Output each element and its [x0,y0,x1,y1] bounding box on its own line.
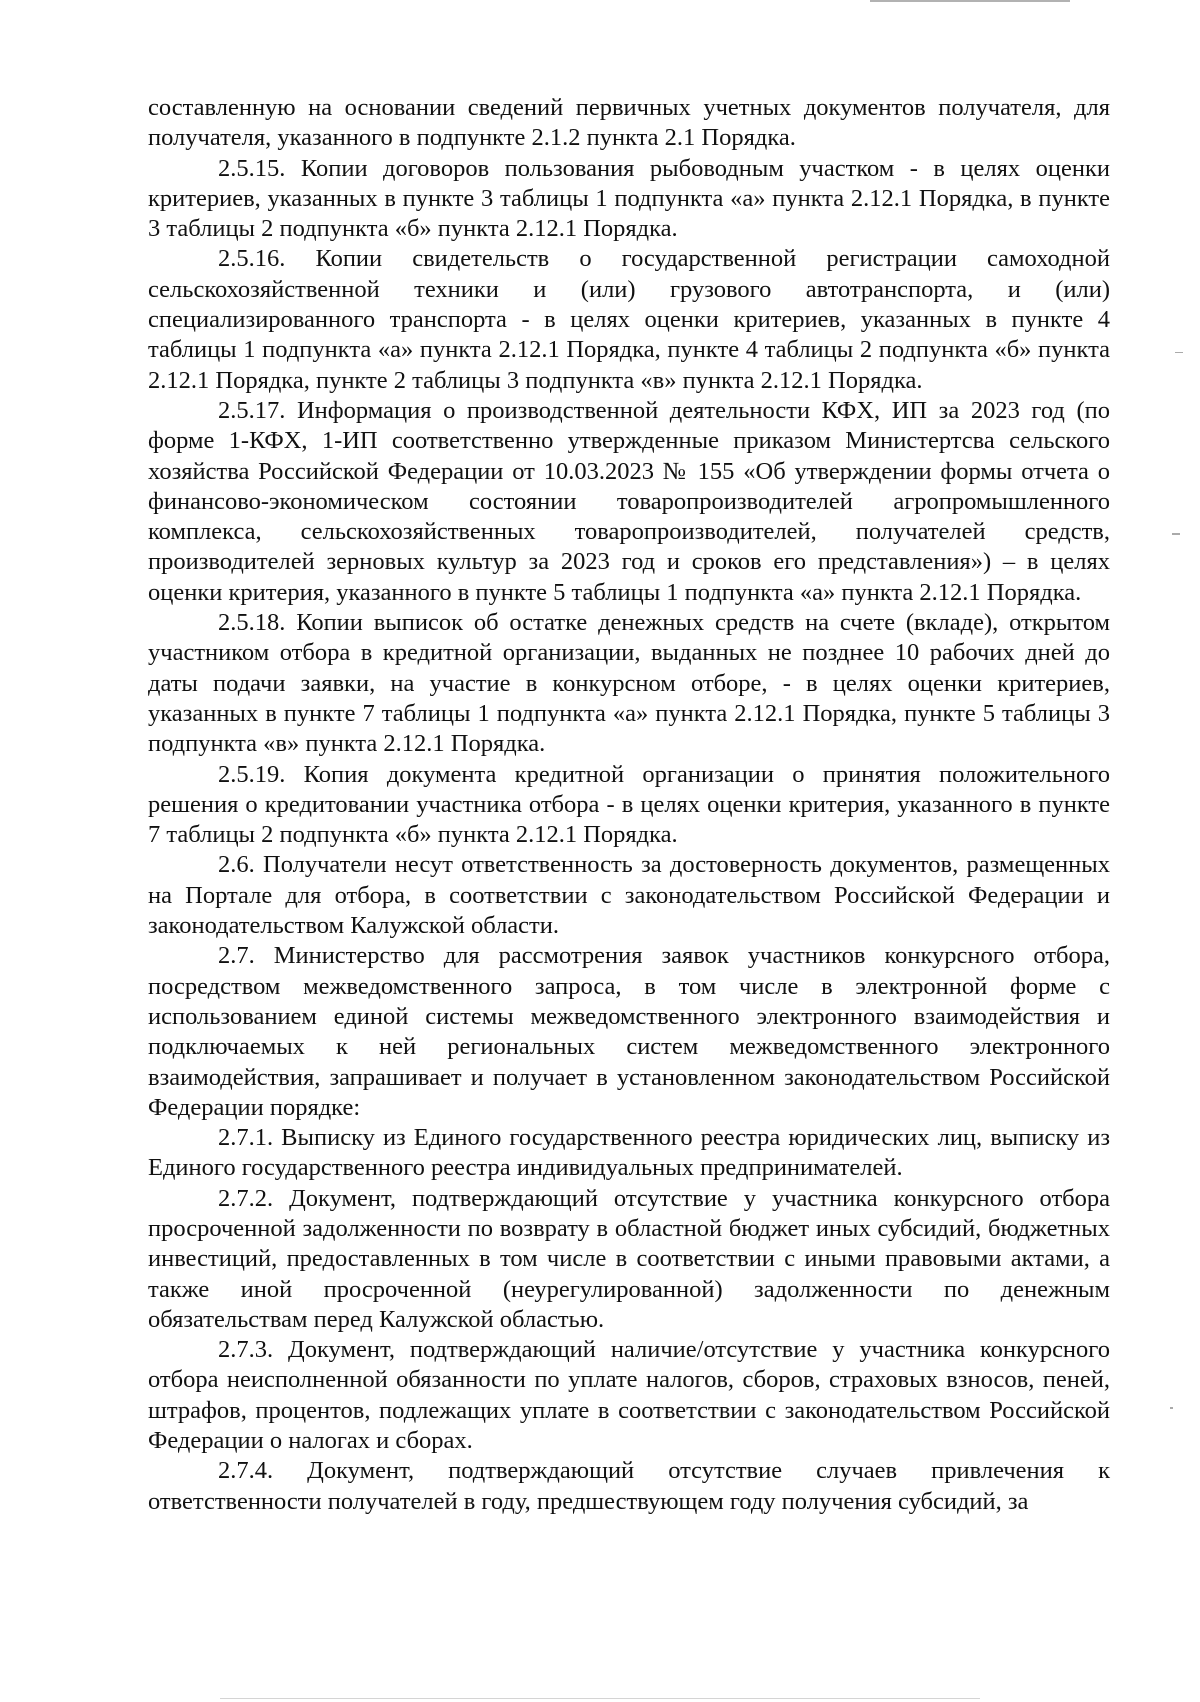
paragraph-2-5-16: 2.5.16. Копии свидетельств о государственной регистрации самоходной сельскохозяйственной техники и (или) грузового автотранспорта, и (или) специализированного транспорта - в целях оценки критериев, указанных в пункте 4 таблицы 1 подпункта «а» пункта 2.12.1 Порядка, пункте 4 таблицы 2 подпункта «б» пункта 2.12.1 Порядка, пункте 2 таблицы 3 подпункта «в» пункта 2.12.1 Порядка. [148,245,1110,394]
document-page [148,93,1110,1517]
scan-artifact-bottom [220,1698,980,1699]
paragraph-2-7-3: 2.7.3. Документ, подтверждающий наличие/отсутствие у участника конкурсного отбора неисполненной обязанности по уплате налогов, сборов, страховых взносов, пеней, штрафов, процентов, подлежащих уплате в соответствии с законодательством Российской Федерации о налогах и сборах. [148,1336,1110,1455]
paragraph-2-7: 2.7. Министерство для рассмотрения заявок участников конкурсного отбора, посредством межведомственного запроса, в том числе в электронной форме с использованием единой системы межведомственного электронного взаимодействия и подключаемых к ней региональных систем межведомственного электронного взаимодействия, запрашивает и получает в установленном законодательством Российской Федерации порядке: [148,942,1110,1121]
paragraph-2-7-1: 2.7.1. Выписку из Единого государственного реестра юридических лиц, выписку из Единого государственного реестра индивидуальных предпринимателей. [148,1124,1110,1182]
scan-artifact-right-3 [1170,1407,1173,1409]
paragraph-2-5-19: 2.5.19. Копия документа кредитной организации о принятия положительного решения о кредитовании участника отбора - в целях оценки критерия, указанного в пункте 7 таблицы 2 подпункта «б» пункта 2.12.1 Порядка. [148,760,1110,849]
paragraph-2-6: 2.6. Получатели несут ответственность за достоверность документов, размещенных на Портале для отбора, в соответствии с законодательством Российской Федерации и законодательством Калужской области. [148,851,1110,940]
scan-artifact-right-1 [1175,352,1183,353]
scan-artifact-right-2 [1172,533,1180,535]
paragraph-continuation: составленную на основании сведений первичных учетных документов получателя, для получателя, указанного в подпункте 2.1.2 пункта 2.1 Порядка. [148,94,1110,152]
paragraph-2-5-17: 2.5.17. Информация о производственной деятельности КФХ, ИП за 2023 год (по форме 1-КФХ, 1-ИП соответственно утвержденные приказом Министертсва сельского хозяйства Российской Федерации от 10.03.2023 № 155 «Об утверждении формы отчета о финансово-экономическом состоянии товаропроизводителей агропромышленного комплекса, сельскохозяйственных товаропроизводителей, получателей средств, производителей зерновых культур за 2023 год и сроков его представления») – в целях оценки критерия, указанного в пункте 5 таблицы 1 подпункта «а» пункта 2.12.1 Порядка. [148,396,1110,606]
paragraph-2-5-15: 2.5.15. Копии договоров пользования рыбоводным участком - в целях оценки критериев, указанных в пункте 3 таблицы 1 подпункта «а» пункта 2.12.1 Порядка, в пункте 3 таблицы 2 подпункта «б» пункта 2.12.1 Порядка. [148,154,1110,243]
scan-artifact-top [870,0,1070,2]
paragraph-2-5-18: 2.5.18. Копии выписок об остатке денежных средств на счете (вкладе), открытом участником отбора в кредитной организации, выданных не позднее 10 рабочих дней до даты подачи заявки, на участие в конкурсном отборе, - в целях оценки критериев, указанных в пункте 7 таблицы 1 подпункта «а» пункта 2.12.1 Порядка, пункте 5 таблицы 3 подпункта «в» пункта 2.12.1 Порядка. [148,609,1110,758]
paragraph-2-7-2: 2.7.2. Документ, подтверждающий отсутствие у участника конкурсного отбора просроченной задолженности по возврату в областной бюджет иных субсидий, бюджетных инвестиций, предоставленных в том числе в соответствии с иными правовыми актами, а также иной просроченной (неурегулированной) задолженности по денежным обязательствам перед Калужской областью. [148,1184,1110,1333]
paragraph-2-7-4: 2.7.4. Документ, подтверждающий отсутствие случаев привлечения к ответственности получателей в году, предшествующем году получения субсидий, за [148,1457,1110,1515]
